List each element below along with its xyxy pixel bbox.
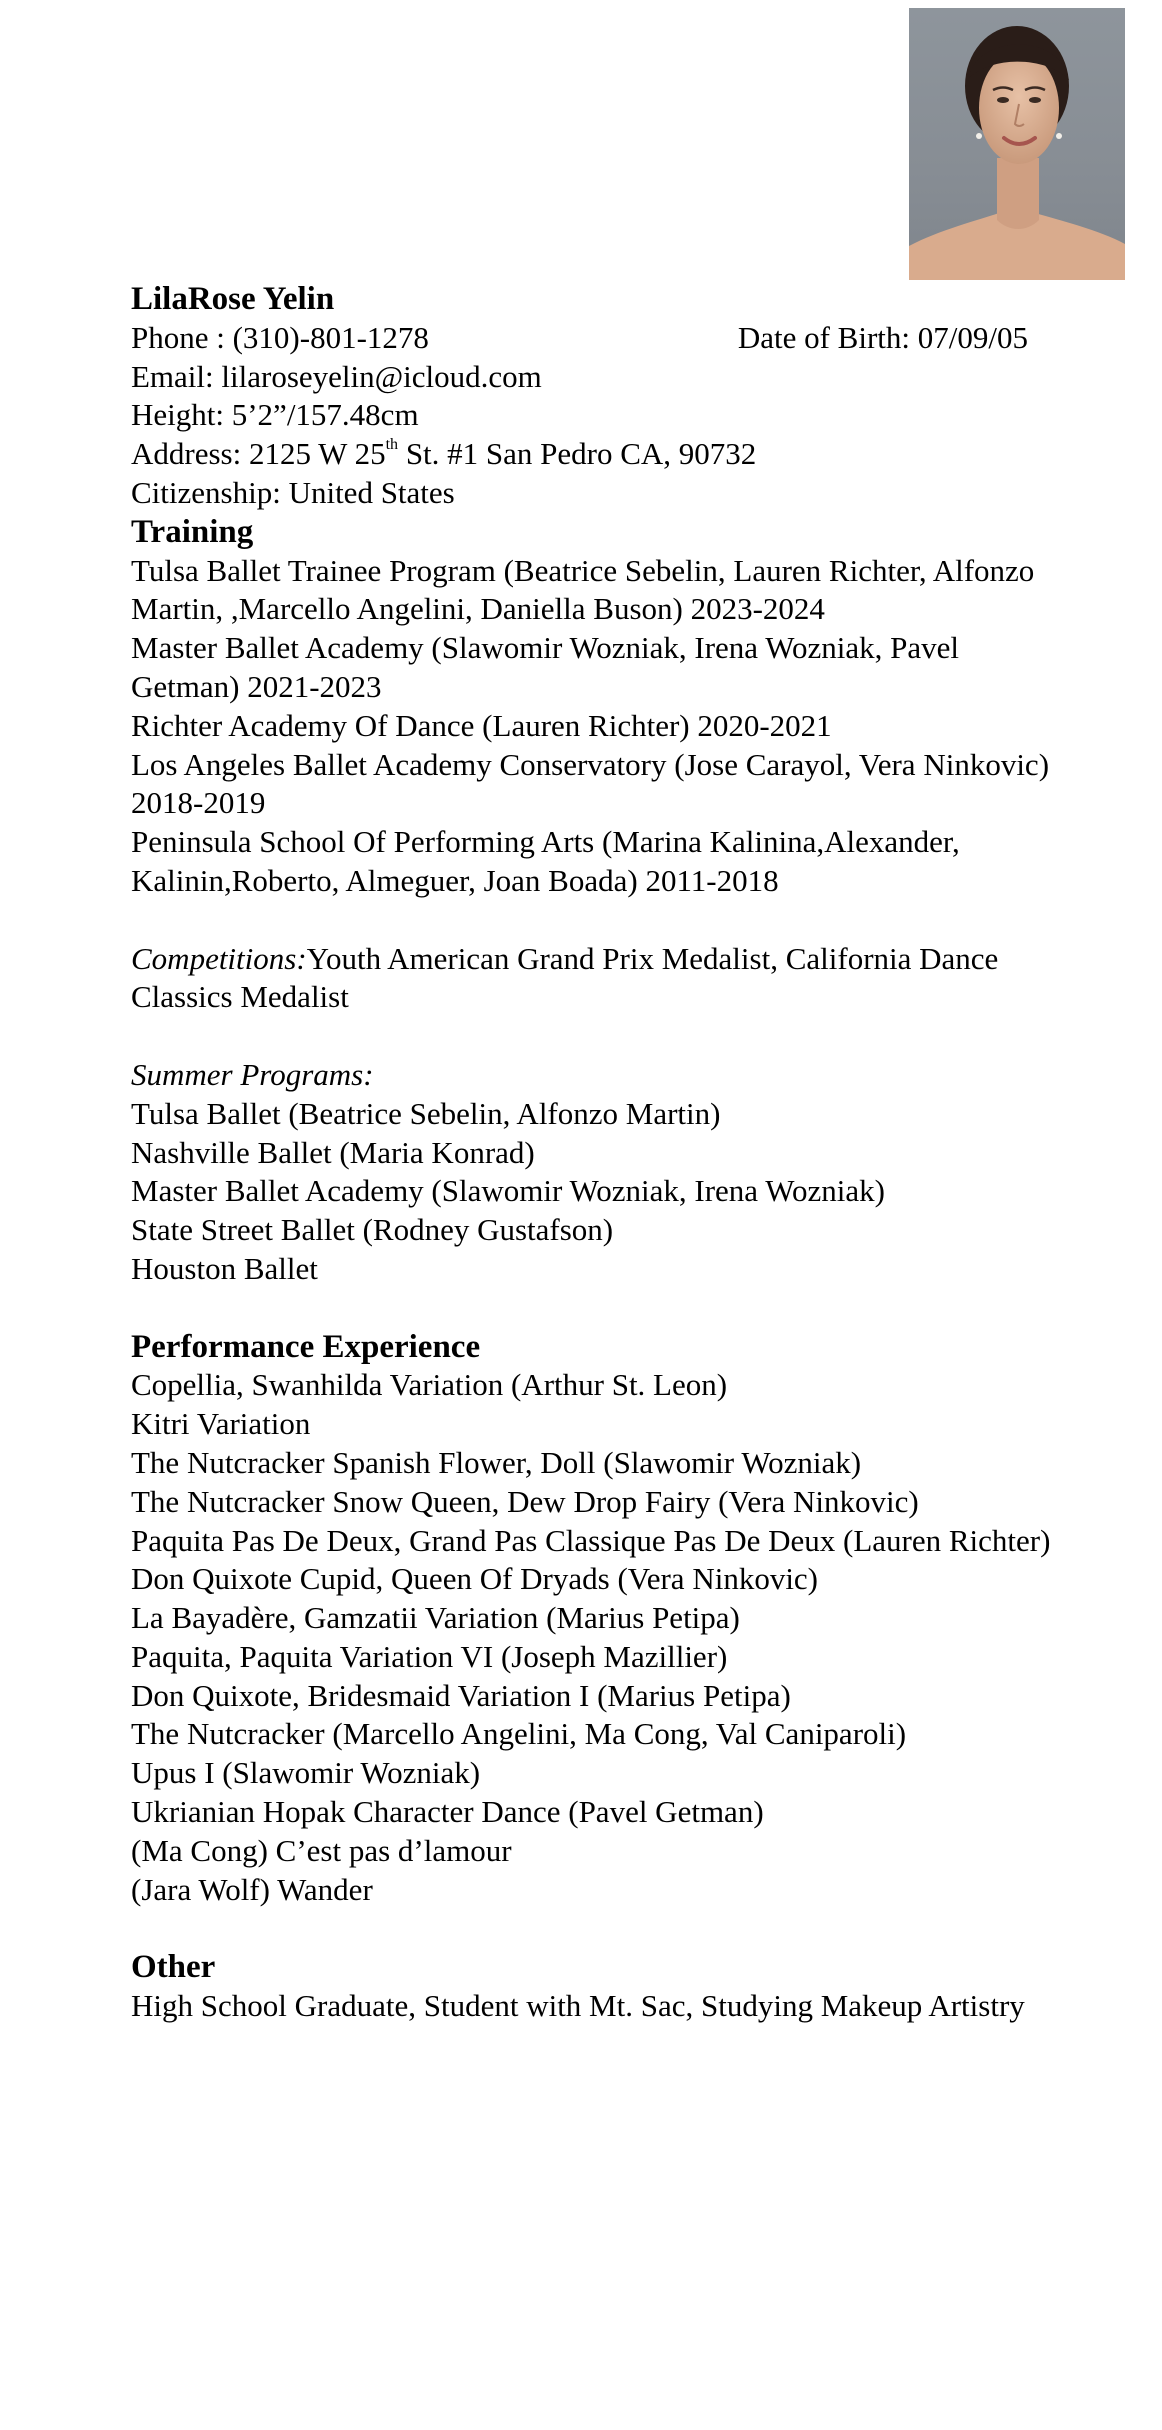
competitions-label: Competitions: [131, 940, 307, 976]
performance-item: Don Quixote Cupid, Queen Of Dryads (Vera Ninkovic) [131, 1561, 819, 1597]
summer-program-item: Tulsa Ballet (Beatrice Sebelin, Alfonzo Martin) [131, 1095, 721, 1131]
training-item: Tulsa Ballet Trainee Program (Beatrice Sebelin, Lauren Richter, Alfonzo Martin, ,Marcello Angelini, Daniella Buson) 2023-2024 [131, 552, 1035, 627]
summer-program-item: Nashville Ballet (Maria Konrad) [131, 1134, 535, 1170]
date-of-birth: Date of Birth: 07/09/05 [737, 319, 1028, 355]
summer-program-item: State Street Ballet (Rodney Gustafson) [131, 1212, 614, 1248]
address-ordinal: th [385, 435, 399, 453]
summer-programs-list [131, 1095, 1061, 1289]
performance-item: Upus I (Slawomir Wozniak) [131, 1755, 481, 1791]
phone-dob-row [131, 319, 1028, 358]
summer-program-item: Houston Ballet [131, 1250, 318, 1286]
spacer [131, 1909, 1061, 1948]
phone-number: Phone : (310)-801-1278 [131, 319, 429, 355]
training-item: Richter Academy Of Dance (Lauren Richter) 2020-2021 [131, 707, 832, 743]
spacer [131, 1289, 1061, 1328]
training-item: Los Angeles Ballet Academy Conservatory (Jose Carayol, Vera Ninkovic) 2018-2019 [131, 746, 1050, 821]
summer-programs-label: Summer Programs: [131, 1056, 374, 1092]
other-text: High School Graduate, Student with Mt. Sac, Studying Makeup Artistry [131, 1988, 1025, 2024]
performance-item: Don Quixote, Bridesmaid Variation I (Marius Petipa) [131, 1677, 791, 1713]
training-item: Master Ballet Academy (Slawomir Wozniak, Irena Wozniak, Pavel Getman) 2021-2023 [131, 630, 960, 704]
performance-item: La Bayadère, Gamzatii Variation (Marius Petipa) [131, 1600, 740, 1636]
performance-item: Copellia, Swanhilda Variation (Arthur St. Leon) [131, 1367, 728, 1403]
competitions-text: Youth American Grand Prix Medalist, California Dance Classics Medalist [131, 940, 999, 1015]
summer-program-item: Master Ballet Academy (Slawomir Wozniak, Irena Wozniak) [131, 1173, 885, 1209]
performance-item: The Nutcracker Snow Queen, Dew Drop Fairy (Vera Ninkovic) [131, 1483, 919, 1519]
performance-item: Paquita Pas De Deux, Grand Pas Classique Pas De Deux (Lauren Richter) [131, 1522, 1051, 1558]
portrait-illustration [909, 8, 1125, 280]
performance-item: Kitri Variation [131, 1406, 311, 1442]
performance-item: The Nutcracker Spanish Flower, Doll (Slawomir Wozniak) [131, 1444, 862, 1480]
address [131, 435, 1061, 474]
spacer [131, 1017, 1061, 1056]
portrait-photo [909, 8, 1125, 280]
performance-item: (Ma Cong) C’est pas d’lamour [131, 1832, 512, 1868]
citizenship: Citizenship: United States [131, 474, 455, 510]
other-heading: Other [131, 1949, 216, 1986]
spacer [131, 901, 1061, 940]
performance-heading: Performance Experience [131, 1328, 481, 1365]
training-item: Peninsula School Of Performing Arts (Marina Kalinina,Alexander, Kalinin,Roberto, Almeguer, Joan Boada) 2011-2018 [131, 824, 960, 898]
performance-item: The Nutcracker (Marcello Angelini, Ma Cong, Val Caniparoli) [131, 1716, 907, 1752]
performance-list [131, 1366, 1061, 1909]
height: Height: 5’2”/157.48cm [131, 397, 419, 433]
performance-item: (Jara Wolf) Wander [131, 1871, 373, 1907]
performance-item: Ukrianian Hopak Character Dance (Pavel Getman) [131, 1794, 764, 1830]
performance-item: Paquita, Paquita Variation VI (Joseph Mazillier) [131, 1638, 728, 1674]
training-heading: Training [131, 513, 254, 550]
competitions [131, 940, 1061, 1018]
address-street: Address: 2125 W 25 [131, 436, 386, 472]
address-city: St. #1 San Pedro CA, 90732 [398, 436, 757, 472]
applicant-name: LilaRose Yelin [131, 281, 335, 317]
email-address: Email: lilaroseyelin@icloud.com [131, 358, 542, 394]
training-list [131, 552, 1061, 901]
resume-body [131, 280, 1061, 2026]
